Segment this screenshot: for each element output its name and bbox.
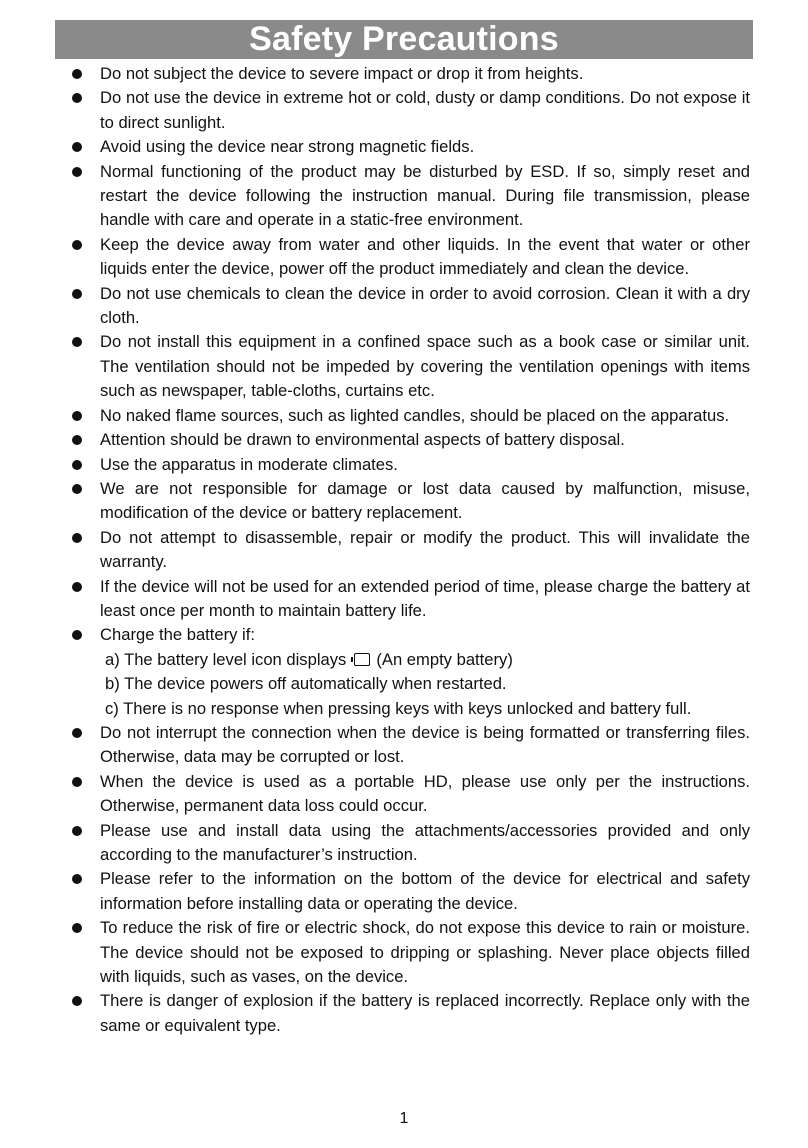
bullet-icon	[72, 337, 82, 347]
bullet-icon	[72, 923, 82, 933]
bullet-icon	[72, 582, 82, 592]
bullet-icon	[72, 777, 82, 787]
charge-condition-a: a) The battery level icon displays (An empty battery)	[105, 649, 513, 669]
charge-intro: Charge the battery if:	[100, 625, 255, 645]
list-item: Attention should be drawn to environmental aspects of battery disposal.	[70, 428, 750, 452]
list-item: When the device is used as a portable HD, please use only per the instructions. Otherwise, permanent data loss could occur.	[70, 770, 750, 819]
bullet-icon	[72, 435, 82, 445]
bullet-icon	[72, 630, 82, 640]
list-item: We are not responsible for damage or lost data caused by malfunction, misuse, modification of the device or battery replacement.	[70, 477, 750, 526]
bullet-icon	[72, 289, 82, 299]
bullet-icon	[72, 484, 82, 494]
bullet-icon	[72, 826, 82, 836]
bullet-icon	[72, 874, 82, 884]
list-item: Do not install this equipment in a confined space such as a book case or similar unit. The ventilation should not be impeded by covering the ventilation openings with items such as newspaper, table-cloths, curtains etc.	[70, 330, 750, 403]
bullet-icon	[72, 533, 82, 543]
list-item: Do not subject the device to severe impact or drop it from heights.	[70, 62, 750, 86]
safety-list	[70, 62, 750, 1038]
page-number: 1	[399, 1110, 409, 1127]
title-bar	[55, 20, 753, 59]
bullet-icon	[72, 69, 82, 79]
list-item: Avoid using the device near strong magnetic fields.	[70, 135, 750, 159]
list-item: If the device will not be used for an extended period of time, please charge the battery at least once per month to maintain battery life.	[70, 575, 750, 624]
bullet-icon	[72, 142, 82, 152]
bullet-icon	[72, 93, 82, 103]
charge-list-item	[70, 623, 750, 721]
list-item: Do not attempt to disassemble, repair or modify the product. This will invalidate the warranty.	[70, 526, 750, 575]
list-item: Normal functioning of the product may be disturbed by ESD. If so, simply reset and restart the device following the instruction manual. During file transmission, please handle with care and operate in a static-free environment.	[70, 160, 750, 233]
list-item: Please use and install data using the attachments/accessories provided and only according to the manufacturer’s instruction.	[70, 819, 750, 868]
charge-condition-c: c) There is no response when pressing keys with keys unlocked and battery full.	[105, 698, 692, 718]
bullet-icon	[72, 167, 82, 177]
list-item: Do not interrupt the connection when the device is being formatted or transferring files. Otherwise, data may be corrupted or lost.	[70, 721, 750, 770]
list-item: Do not use the device in extreme hot or cold, dusty or damp conditions. Do not expose it to direct sunlight.	[70, 86, 750, 135]
charge-condition-b: b) The device powers off automatically when restarted.	[105, 674, 507, 694]
bullet-icon	[72, 460, 82, 470]
list-item: Use the apparatus in moderate climates.	[70, 453, 750, 477]
list-item: Keep the device away from water and other liquids. In the event that water or other liquids enter the device, power off the product immediately and clean the device.	[70, 233, 750, 282]
page-title: Safety Precautions	[249, 20, 559, 58]
list-item: No naked flame sources, such as lighted candles, should be placed on the apparatus.	[70, 404, 750, 428]
bullet-icon	[72, 728, 82, 738]
list-item: Do not use chemicals to clean the device in order to avoid corrosion. Clean it with a dry cloth.	[70, 282, 750, 331]
empty-battery-icon	[354, 653, 370, 666]
bullet-icon	[72, 411, 82, 421]
bullet-icon	[72, 240, 82, 250]
list-item: Please refer to the information on the bottom of the device for electrical and safety information before installing data or operating the device.	[70, 867, 750, 916]
list-item: There is danger of explosion if the battery is replaced incorrectly. Replace only with the same or equivalent type.	[70, 989, 750, 1038]
bullet-icon	[72, 996, 82, 1006]
list-item: To reduce the risk of fire or electric shock, do not expose this device to rain or moisture. The device should not be exposed to dripping or splashing. Never place objects filled with liquids, such as vases, on the device.	[70, 916, 750, 989]
